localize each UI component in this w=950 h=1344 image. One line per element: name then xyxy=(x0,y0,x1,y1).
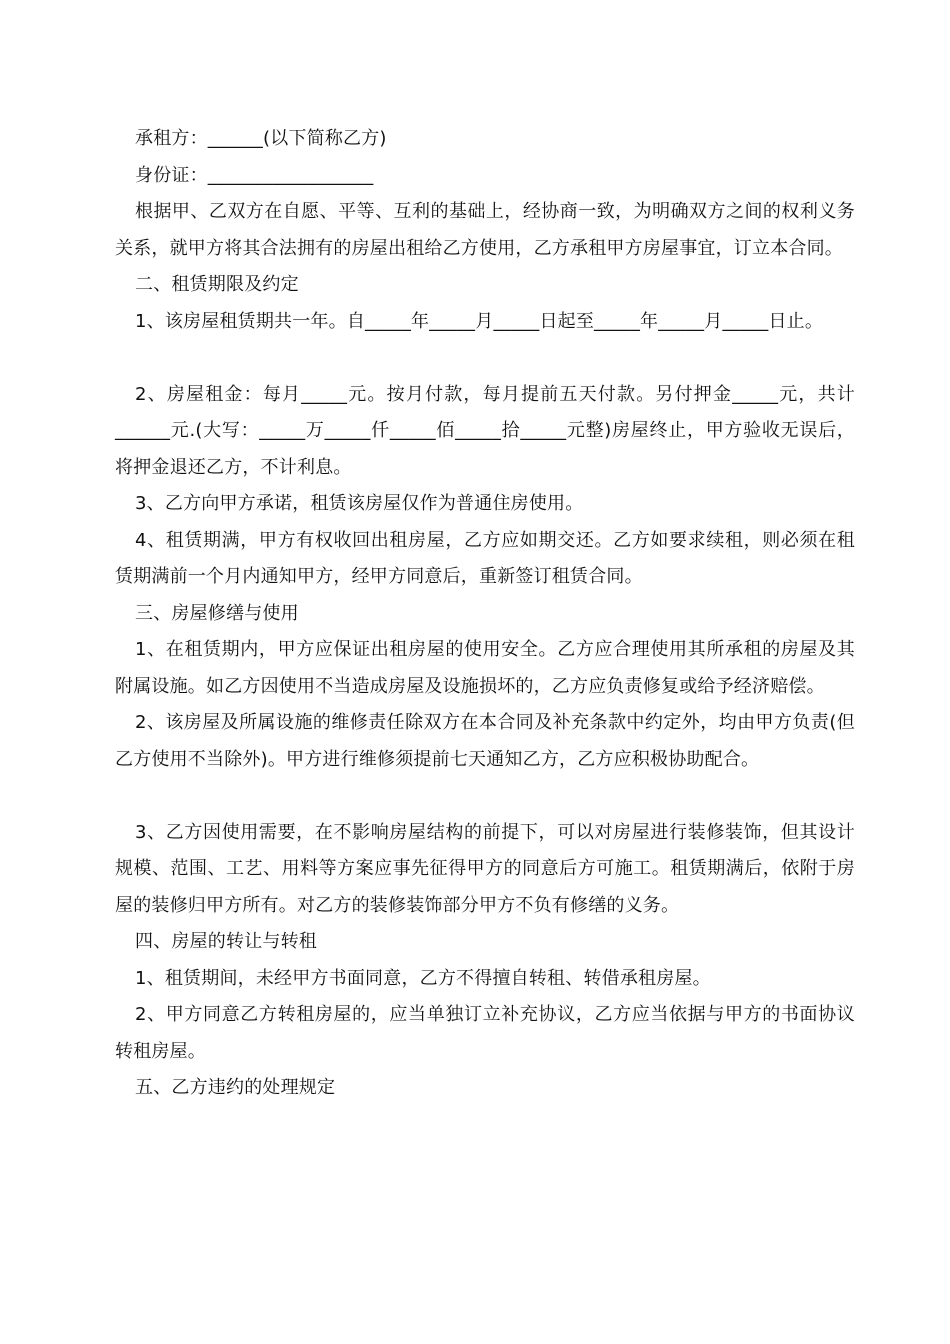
blank-line xyxy=(115,778,855,815)
lessee-line: 承租方：______(以下简称乙方) xyxy=(135,128,387,149)
section-2-item-2: 2、房屋租金：每月_____元。按月付款，每月提前五天付款。另付押金_____元，共计______元.(大写：_____万_____仟_____佰_____拾_____元整)房屋终止，甲方验收无误后，将押金退还乙方，不计利息。 xyxy=(115,383,855,478)
section-2-item-4: 4、租赁期满，甲方有权收回出租房屋，乙方应如期交还。乙方如要求续租，则必须在租赁期满前一个月内通知甲方，经甲方同意后，重新签订租赁合同。 xyxy=(115,529,855,587)
section-4-heading: 四、房屋的转让与转租 xyxy=(135,931,317,952)
section-4-item-2: 2、甲方同意乙方转租房屋的，应当单独订立补充协议，乙方应当依据与甲方的书面协议转租房屋。 xyxy=(115,1004,855,1062)
section-4-item-1: 1、租赁期间，未经甲方书面同意，乙方不得擅自转租、转借承租房屋。 xyxy=(135,967,711,989)
section-3-item-1: 1、在租赁期内，甲方应保证出租房屋的使用安全。乙方应合理使用其所承租的房屋及其附属设施。如乙方因使用不当造成房屋及设施损坏的，乙方应负责修复或给予经济赔偿。 xyxy=(115,639,855,697)
contract-body xyxy=(115,121,855,1107)
section-5-heading: 五、乙方违约的处理规定 xyxy=(135,1077,336,1098)
blank-line xyxy=(115,340,855,377)
section-2-item-1: 1、该房屋租赁期共一年。自_____年_____月_____日起至_____年_____月_____日止。 xyxy=(135,310,824,332)
section-3-heading: 三、房屋修缮与使用 xyxy=(135,602,299,624)
section-2-heading: 二、租赁期限及约定 xyxy=(135,274,299,295)
section-3-item-2: 2、该房屋及所属设施的维修责任除双方在本合同及补充条款中约定外，均由甲方负责(但乙方使用不当除外)。甲方进行维修须提前七天通知乙方，乙方应积极协助配合。 xyxy=(115,712,855,770)
section-2-item-3: 3、乙方向甲方承诺，租赁该房屋仅作为普通住房使用。 xyxy=(135,493,584,514)
preamble-paragraph: 根据甲、乙双方在自愿、平等、互利的基础上，经协商一致，为明确双方之间的权利义务关系，就甲方将其合法拥有的房屋出租给乙方使用，乙方承租甲方房屋事宜，订立本合同。 xyxy=(115,201,855,259)
section-3-item-3: 3、乙方因使用需要，在不影响房屋结构的前提下，可以对房屋进行装修装饰，但其设计规模、范围、工艺、用料等方案应事先征得甲方的同意后方可施工。租赁期满后，依附于房屋的装修归甲方所有。对乙方的装修装饰部分甲方不负有修缮的义务。 xyxy=(115,821,855,916)
id-card-line: 身份证：__________________ xyxy=(135,164,374,186)
